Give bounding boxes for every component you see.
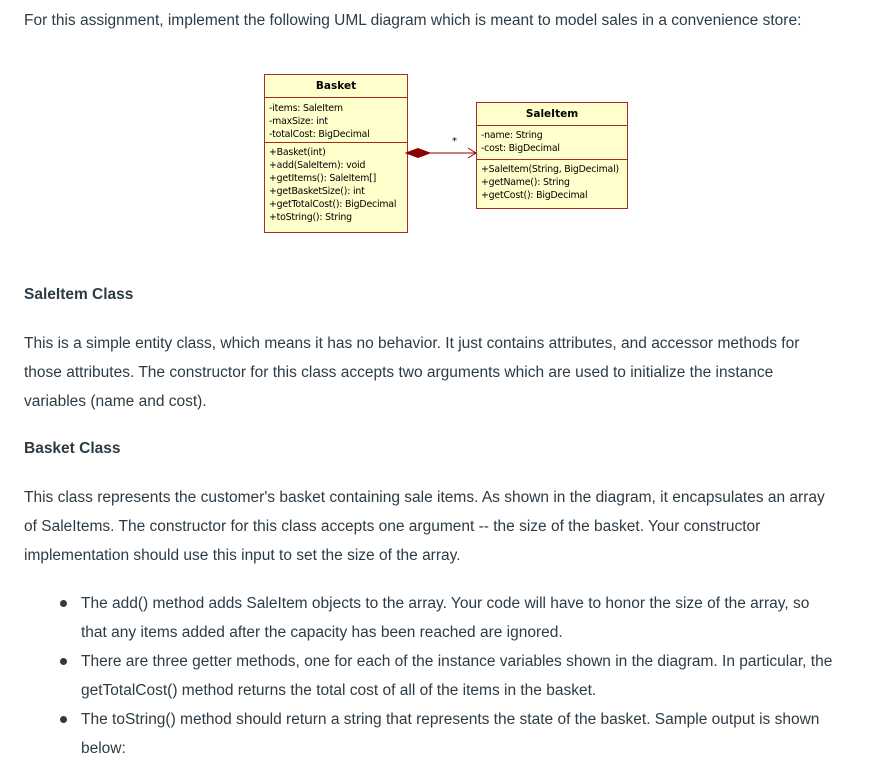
basket-attributes bbox=[265, 98, 407, 143]
paragraph-line: those attributes. The constructor for this class accepts two arguments which are used to initialize the instance bbox=[24, 364, 774, 381]
intro-text: For this assignment, implement the following UML diagram which is meant to model sales in a convenience store: bbox=[24, 12, 802, 29]
basket-paragraph bbox=[24, 483, 874, 570]
list-item bbox=[0, 589, 885, 647]
basket-operation: +getTotalCost(): BigDecimal bbox=[269, 199, 397, 210]
list-item-line: getTotalCost() method returns the total cost of all of the items in the basket. bbox=[81, 682, 597, 699]
saleitem-operation: +SaleItem(String, BigDecimal) bbox=[481, 164, 619, 175]
composition-diamond-icon bbox=[406, 149, 430, 158]
basket-operation: +add(SaleItem): void bbox=[269, 160, 366, 171]
bullet-icon bbox=[60, 716, 67, 723]
basket-operations bbox=[265, 143, 407, 227]
list-item-line: The toString() method should return a string that represents the state of the basket. Sample output is shown bbox=[81, 711, 820, 728]
saleitem-attribute: -cost: BigDecimal bbox=[481, 143, 560, 154]
saleitem-class-box bbox=[476, 102, 628, 209]
saleitem-operations bbox=[477, 160, 627, 205]
saleitem-operation: +getCost(): BigDecimal bbox=[481, 190, 588, 201]
bullet-icon bbox=[60, 658, 67, 665]
paragraph-line: of SaleItems. The constructor for this class accepts one argument -- the size of the basket. Your constructor bbox=[24, 518, 761, 535]
basket-attribute: -maxSize: int bbox=[269, 116, 328, 127]
basket-operation: +toString(): String bbox=[269, 212, 352, 223]
multiplicity-label: * bbox=[452, 136, 457, 147]
saleitem-class-name: SaleItem bbox=[477, 103, 627, 126]
saleitem-paragraph bbox=[24, 329, 874, 416]
bullet-icon bbox=[60, 600, 67, 607]
paragraph-line: variables (name and cost). bbox=[24, 393, 207, 410]
list-item-line: The add() method adds SaleItem objects to the array. Your code will have to honor the size of the array, so bbox=[81, 595, 810, 612]
list-item bbox=[0, 705, 885, 763]
paragraph-line: implementation should use this input to set the size of the array. bbox=[24, 547, 461, 564]
list-item-line: below: bbox=[81, 740, 126, 757]
list-item-line: that any items added after the capacity has been reached are ignored. bbox=[81, 624, 563, 641]
basket-class-box bbox=[264, 74, 408, 233]
basket-operation: +Basket(int) bbox=[269, 147, 326, 158]
list-item-line: There are three getter methods, one for each of the instance variables shown in the diagram. In particular, the bbox=[81, 653, 833, 670]
list-item bbox=[0, 647, 885, 705]
basket-heading: Basket Class bbox=[24, 440, 121, 457]
basket-operation: +getBasketSize(): int bbox=[269, 186, 365, 197]
basket-operation: +getItems(): SaleItem[] bbox=[269, 173, 377, 184]
basket-method-list bbox=[0, 589, 885, 763]
basket-attribute: -totalCost: BigDecimal bbox=[269, 129, 370, 140]
paragraph-line: This class represents the customer's basket containing sale items. As shown in the diagram, it encapsulates an array bbox=[24, 489, 825, 506]
paragraph-line: This is a simple entity class, which means it has no behavior. It just contains attributes, and accessor methods for bbox=[24, 335, 800, 352]
saleitem-operation: +getName(): String bbox=[481, 177, 570, 188]
basket-class-name: Basket bbox=[265, 75, 407, 98]
composition-association bbox=[405, 135, 480, 165]
saleitem-attribute: -name: String bbox=[481, 130, 543, 141]
saleitem-heading: SaleItem Class bbox=[24, 286, 134, 303]
basket-attribute: -items: SaleItem bbox=[269, 103, 343, 114]
saleitem-attributes bbox=[477, 126, 627, 160]
